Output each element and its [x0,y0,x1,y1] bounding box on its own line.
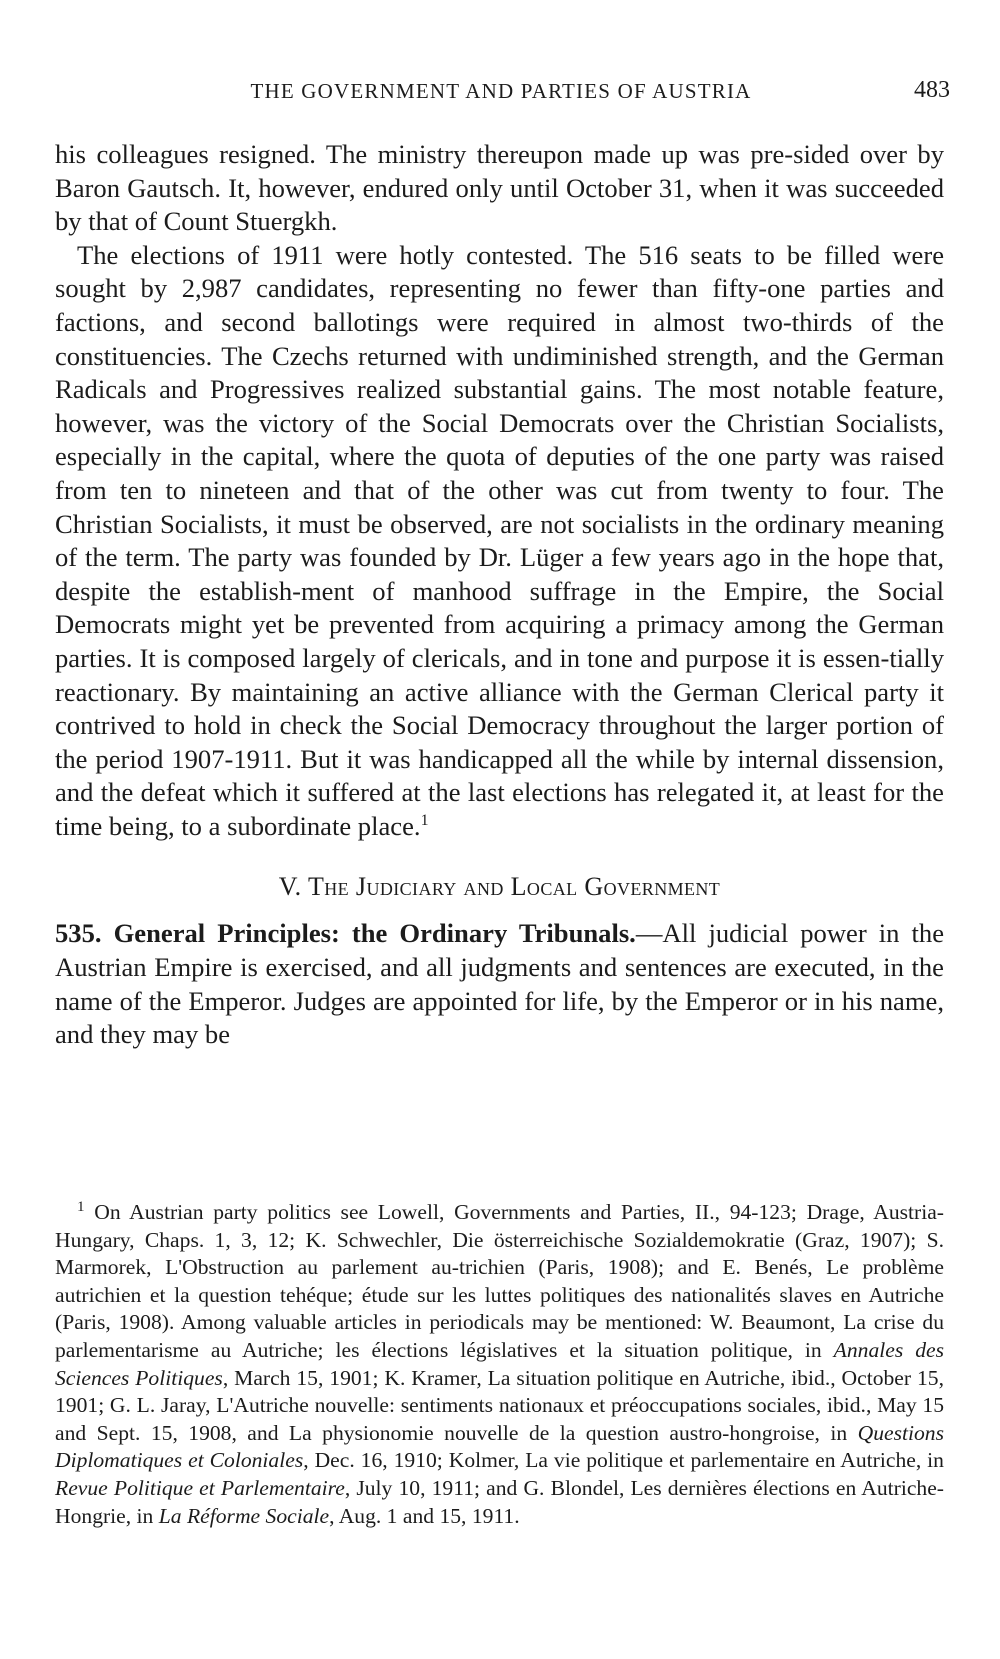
footnote-text-4: , July 10, 1911; and G. Blondel, Les dernières élections en Autriche-Hongrie, in [55,1475,944,1528]
footnote-text-1: On Austrian party politics see Lowell, Governments and Parties, II., 94-123; Drage, Austria-Hungary, Chaps. 1, 3, 12; K. Schwechler, Die österreichische Sozialdemokratie (Graz, 1907); S. Marmorek, L'Obstruction au parlement au-trichien (Paris, 1908); and E. Benés, Le problème autrichien et la question tehéque; étude sur les luttes politiques des nationalités slaves en Autriche (Paris, 1908). Among valuable articles in periodicals may be mentioned: W. Beaumont, La crise du parlementarisme au Autriche; les élections législatives et la situation politique, in [55,1200,944,1362]
paragraph-535 [55,917,944,1051]
footnote-text-5: , Aug. 1 and 15, 1911. [329,1503,520,1528]
paragraph-elections [55,239,944,844]
journal-title-reforme: La Réforme Sociale [158,1503,330,1528]
journal-title-annales: Annales des Sciences Politiques [55,1337,944,1390]
page-number: 483 [914,77,950,103]
paragraph-heading: General Principles: the Ordinary Tribunals. [113,918,636,949]
footnote-reference: 1 [420,812,429,830]
footnote-text-2: , March 15, 1901; K. Kramer, La situation politique en Autriche, ibid., October 15, 1901; G. L. Jaray, L'Autriche nouvelle: sentiments nationaux et préoccupations sociales, ibid., May 15 and Sept. 15, 1908, and La physionomie nouvelle de la question austro-hongroise, in [55,1365,944,1445]
paragraph-elections-text: The elections of 1911 were hotly contested. The 516 seats to be filled were sought by 2,987 candidates, representing no fewer than fifty-one parties and factions, and second ballotings were required in almost two-thirds of the constituencies. The Czechs returned with undiminished strength, and the German Radicals and Progressives realized substantial gains. The most notable feature, however, was the victory of the Social Democrats over the Christian Socialists, especially in the capital, where the quota of deputies of the one party was raised from ten to nineteen and that of the other was cut from twenty to four. The Christian Socialists, it must be observed, are not socialists in the ordinary meaning of the term. The party was founded by Dr. Lüger a few years ago in the hope that, despite the establish-ment of manhood suffrage in the Empire, the Social Democrats might yet be prevented from acquiring a primacy among the German parties. It is composed largely of clericals, and in tone and purpose it is essen-tially reactionary. By maintaining an active alliance with the German Clerical party it contrived to hold in check the Social Democracy throughout the larger portion of the period 1907-1911. But it was handicapped all the while by internal dissension, and the defeat which it suffered at the last elections has relegated it, at least for the time being, to a subordinate place. [55,239,944,841]
footnote-1 [55,1199,944,1530]
journal-title-revue: Revue Politique et Parlementaire [55,1475,345,1500]
paragraph-number: 535. [55,918,102,949]
paragraph-535-text: —All judicial power in the Austrian Empire is exercised, and all judgments and sentences are executed, in the name of the Emperor. Judges are appointed for life, by the Emperor or in his name, and they may be [55,918,944,1050]
footnote-marker: 1 [77,1198,85,1215]
footnote-text-3: , Dec. 16, 1910; Kolmer, La vie politique et parlementaire en Autriche, in [303,1448,944,1473]
paragraph-continuation: his colleagues resigned. The ministry thereupon made up was pre-sided over by Baron Gautsch. It, however, endured only until October 31, when it was succeeded by that of Count Stuergkh. [55,139,944,237]
body-text [55,138,944,1052]
section-heading: V. The Judiciary and Local Government [278,872,721,902]
running-head [52,76,950,116]
footnotes [55,1199,944,1530]
running-title: THE GOVERNMENT AND PARTIES OF AUSTRIA [250,79,752,103]
journal-title-questions: Questions Diplomatiques et Coloniales [55,1420,944,1473]
